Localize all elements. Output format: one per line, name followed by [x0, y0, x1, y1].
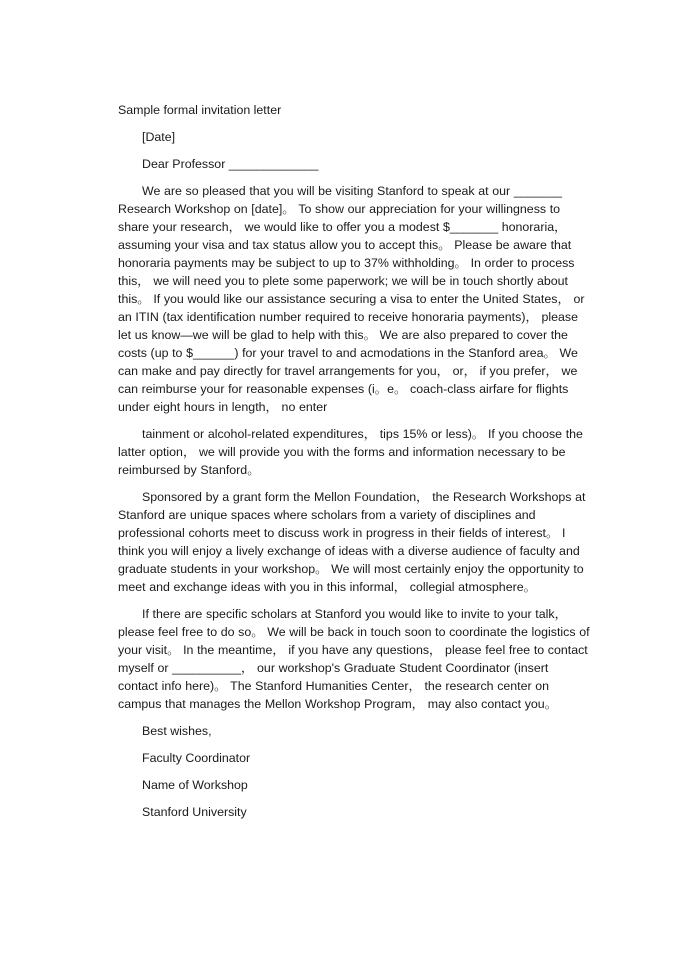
paragraph-3: Sponsored by a grant form the Mellon Foundation， the Research Workshops at Stanford are unique spaces where scholars from a variety of disciplines and professional cohorts meet to discuss work in progress in their fields of interest。 I think you will enjoy a lively exchange of ideas with a diverse audience of faculty and graduate students in your workshop。 We will most certainly enjoy the opportunity to meet and exchange ideas with you in this informal， collegial atmosphere。 — [118, 490, 586, 594]
paragraph-1: We are so pleased that you will be visiting Stanford to speak at our _______ Research Workshop on [date]。 To show our appreciation for your willingness to share your research， we would like to offer you a modest $_______ honoraria， assuming your visa and tax status allow you to accept this。 Please be aware that honoraria payments may be subject to up to 37% withholding。 In order to process this， we will need you to plete some paperwork; we will be in touch shortly about this。 If you would like our assistance securing a visa to enter the United States， or an ITIN (tax identification number required to receive honoraria payments)， please let us know—we will be glad to help with this。 We are also prepared to cover the costs (up to $______) for your travel to and acmodations in the Stanford area。 We can make and pay directly for travel arrangements for you， or， if you prefer， we can reimburse your for reasonable expenses (i。e。 coach-class airfare for flights under eight hours in length， no enter — [118, 184, 585, 414]
signature-title: Faculty Coordinator — [142, 751, 251, 765]
date-line: [Date] — [142, 130, 176, 144]
closing: Best wishes, — [142, 724, 212, 738]
signature-workshop: Name of Workshop — [142, 778, 248, 792]
letter-heading: Sample formal invitation letter — [118, 103, 282, 117]
salutation: Dear Professor _____________ — [142, 157, 319, 171]
signature-university: Stanford University — [142, 805, 247, 819]
letter-body — [118, 101, 590, 830]
paragraph-4: If there are specific scholars at Stanford you would like to invite to your talk， please feel free to do so。 We will be back in touch soon to coordinate the logistics of your visit。 In the meantime， if you have any questions， please feel free to contact myself or __________， our workshop's Graduate Student Coordinator (insert contact info here)。 The Stanford Humanities Center， the research center on campus that manages the Mellon Workshop Program， may also contact you。 — [118, 607, 590, 711]
paragraph-2: tainment or alcohol-related expenditures， tips 15% or less)。 If you choose the latter option， we will provide you with the forms and information necessary to be reimbursed by Stanford。 — [118, 427, 583, 477]
